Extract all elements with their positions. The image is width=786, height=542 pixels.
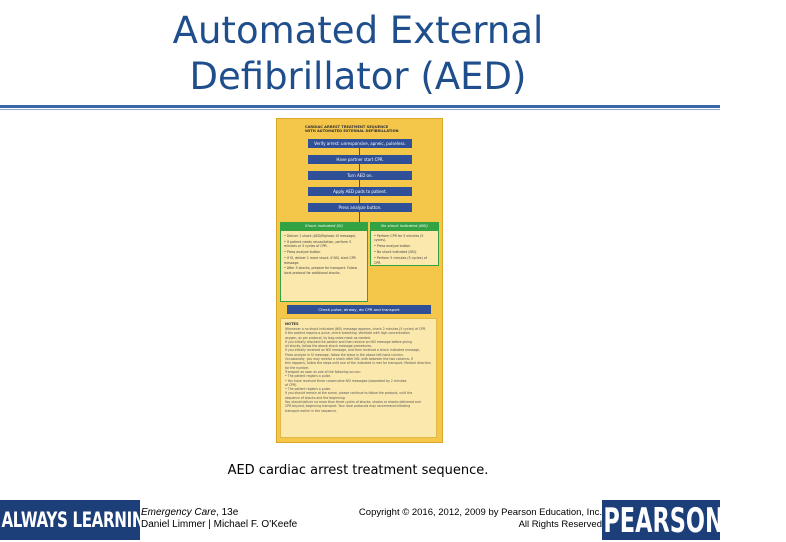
note-line: • The patient regains a pulse. bbox=[285, 387, 332, 392]
flow-step-3: Turn AED on. bbox=[308, 171, 412, 180]
flow-step-1: Verify arrest: unresponsive, apneic, pulseless. bbox=[308, 139, 412, 148]
note-line: If you should remain at the scene, please continue to follow the protocol, until the bbox=[285, 391, 413, 396]
note-line: • You have received three consecutive NSI messages (separated by 2 minutes bbox=[285, 378, 407, 383]
figure-header-line-2: WITH AUTOMATED EXTERNAL DEFIBRILLATION bbox=[305, 129, 399, 133]
slide-title-line-2: Defibrillator (AED) bbox=[189, 55, 527, 98]
note-line: • The patient regains a pulse. bbox=[285, 374, 332, 379]
copyright-line-1: Copyright © 2016, 2012, 2009 by Pearson Education, Inc. bbox=[358, 507, 602, 518]
note-line: all shocks, follow the above shock message procedures. bbox=[285, 344, 372, 349]
copyright-notice bbox=[359, 507, 602, 531]
branch-bullet: • No shock indicated (NSI). bbox=[374, 250, 418, 255]
branch-bullet: • If SI, deliver 1 more shock. If NSI, start CPR message. bbox=[284, 256, 356, 265]
flow-step-2: Have partner start CPR. bbox=[308, 155, 412, 164]
note-line: this happens, follow the steps until one of the indicated is met for transport. Medical direction bbox=[285, 361, 431, 366]
check-pulse-box: Check pulse, airway, do CPR and transport bbox=[287, 305, 431, 314]
branch-bullet: • If patient needs resuscitation, perform 5 minutes or 5 cycles of CPR. bbox=[284, 239, 352, 249]
figure-header bbox=[305, 125, 415, 133]
book-authors: Daniel Limmer | Michael F. O'Keefe bbox=[141, 519, 298, 530]
figure-header-line-1: CARDIAC ARREST TREATMENT SEQUENCE bbox=[305, 125, 389, 129]
always-learning-logo bbox=[0, 500, 157, 540]
note-line: If you initially shocked the patient and then receive an NSI message before giving bbox=[285, 339, 412, 344]
branch-bullet: • Deliver 1 shock (AED/Biphasic SI message). bbox=[284, 234, 357, 238]
figure-caption: AED cardiac arrest treatment sequence. bbox=[227, 463, 489, 478]
note-line: If the patient regains a pulse, check breathing. Ventilate with high concentration bbox=[285, 331, 410, 336]
always-learning-text: ALWAYS LEARNING bbox=[1, 508, 157, 532]
note-line: Occasionally, you may receive a shock after NSI. with between the two columns. If bbox=[285, 357, 413, 362]
branch-no-shock-label: No shock indicated (NSI) bbox=[370, 222, 439, 230]
branch-bullet: • Press analyze button. bbox=[374, 244, 412, 249]
flow-arrow bbox=[359, 196, 360, 203]
branch-bullet: • Perform CPR for 5 minutes (5 cycles). bbox=[374, 234, 424, 243]
title-divider-thin bbox=[0, 109, 720, 110]
note-line: transport earlier in the sequence. bbox=[285, 408, 337, 413]
branch-shock-indicated-body bbox=[280, 230, 368, 302]
note-line: Whenever a no shock indicated (NSI) message appears, check 2 minutes (5 cycles) of CPR. bbox=[285, 327, 427, 331]
notes-panel bbox=[280, 318, 437, 438]
book-edition: , 13e bbox=[216, 507, 239, 518]
note-line: If you initially received an NSI message, and then received a shock indicated message, bbox=[285, 348, 421, 353]
note-line: for the number. bbox=[285, 365, 310, 370]
branch-bullet: • Press analyze button. bbox=[284, 250, 322, 255]
book-credit bbox=[141, 507, 297, 531]
book-title-line bbox=[141, 507, 297, 519]
pearson-text: PEARSON bbox=[603, 501, 724, 541]
note-line: oxygen, as per protocol, by bag-valve-mask as needed. bbox=[285, 335, 371, 340]
flow-step-5: Press analyze button. bbox=[308, 203, 412, 212]
branch-bullet: • Perform 5 minutes (5 cycles) of CPR. bbox=[374, 256, 427, 265]
flow-arrow bbox=[359, 180, 360, 187]
flow-step-4: Apply AED pads to patient. bbox=[308, 187, 412, 196]
branch-shock-indicated-label: Shock indicated (SI) bbox=[280, 222, 368, 230]
note-line: of CPR). bbox=[285, 382, 298, 387]
notes-title: NOTES bbox=[285, 322, 299, 326]
copyright-line-2: All Rights Reserved bbox=[518, 519, 602, 530]
slide-title bbox=[0, 8, 716, 100]
branch-bullet: • After 3 shocks, prepare for transport. Follow local protocol for additional shocks. bbox=[284, 266, 358, 275]
note-line: sequence of shocks and the beginning. bbox=[285, 395, 346, 400]
note-line: Transport as soon as one of the following occurs: bbox=[285, 369, 361, 374]
note-line: Press analyze in SI message, follow the steps in the above left-hand column. bbox=[285, 352, 404, 357]
flow-arrow bbox=[359, 164, 360, 171]
pearson-logo bbox=[602, 500, 724, 541]
note-line: CPR beyond, beginning transport. Your local protocols may recommend initiating bbox=[285, 404, 411, 409]
flow-arrow bbox=[359, 212, 360, 222]
aed-flowchart-figure bbox=[276, 118, 443, 443]
book-title: Emergency Care bbox=[141, 507, 217, 518]
slide-title-line-1: Automated External bbox=[172, 9, 544, 52]
flow-arrow bbox=[359, 148, 360, 155]
title-divider bbox=[0, 105, 720, 108]
note-line: You should deliver no more than three cycles of shocks; shocks or shocks delivered and bbox=[285, 400, 421, 405]
branch-no-shock-body bbox=[370, 230, 439, 266]
